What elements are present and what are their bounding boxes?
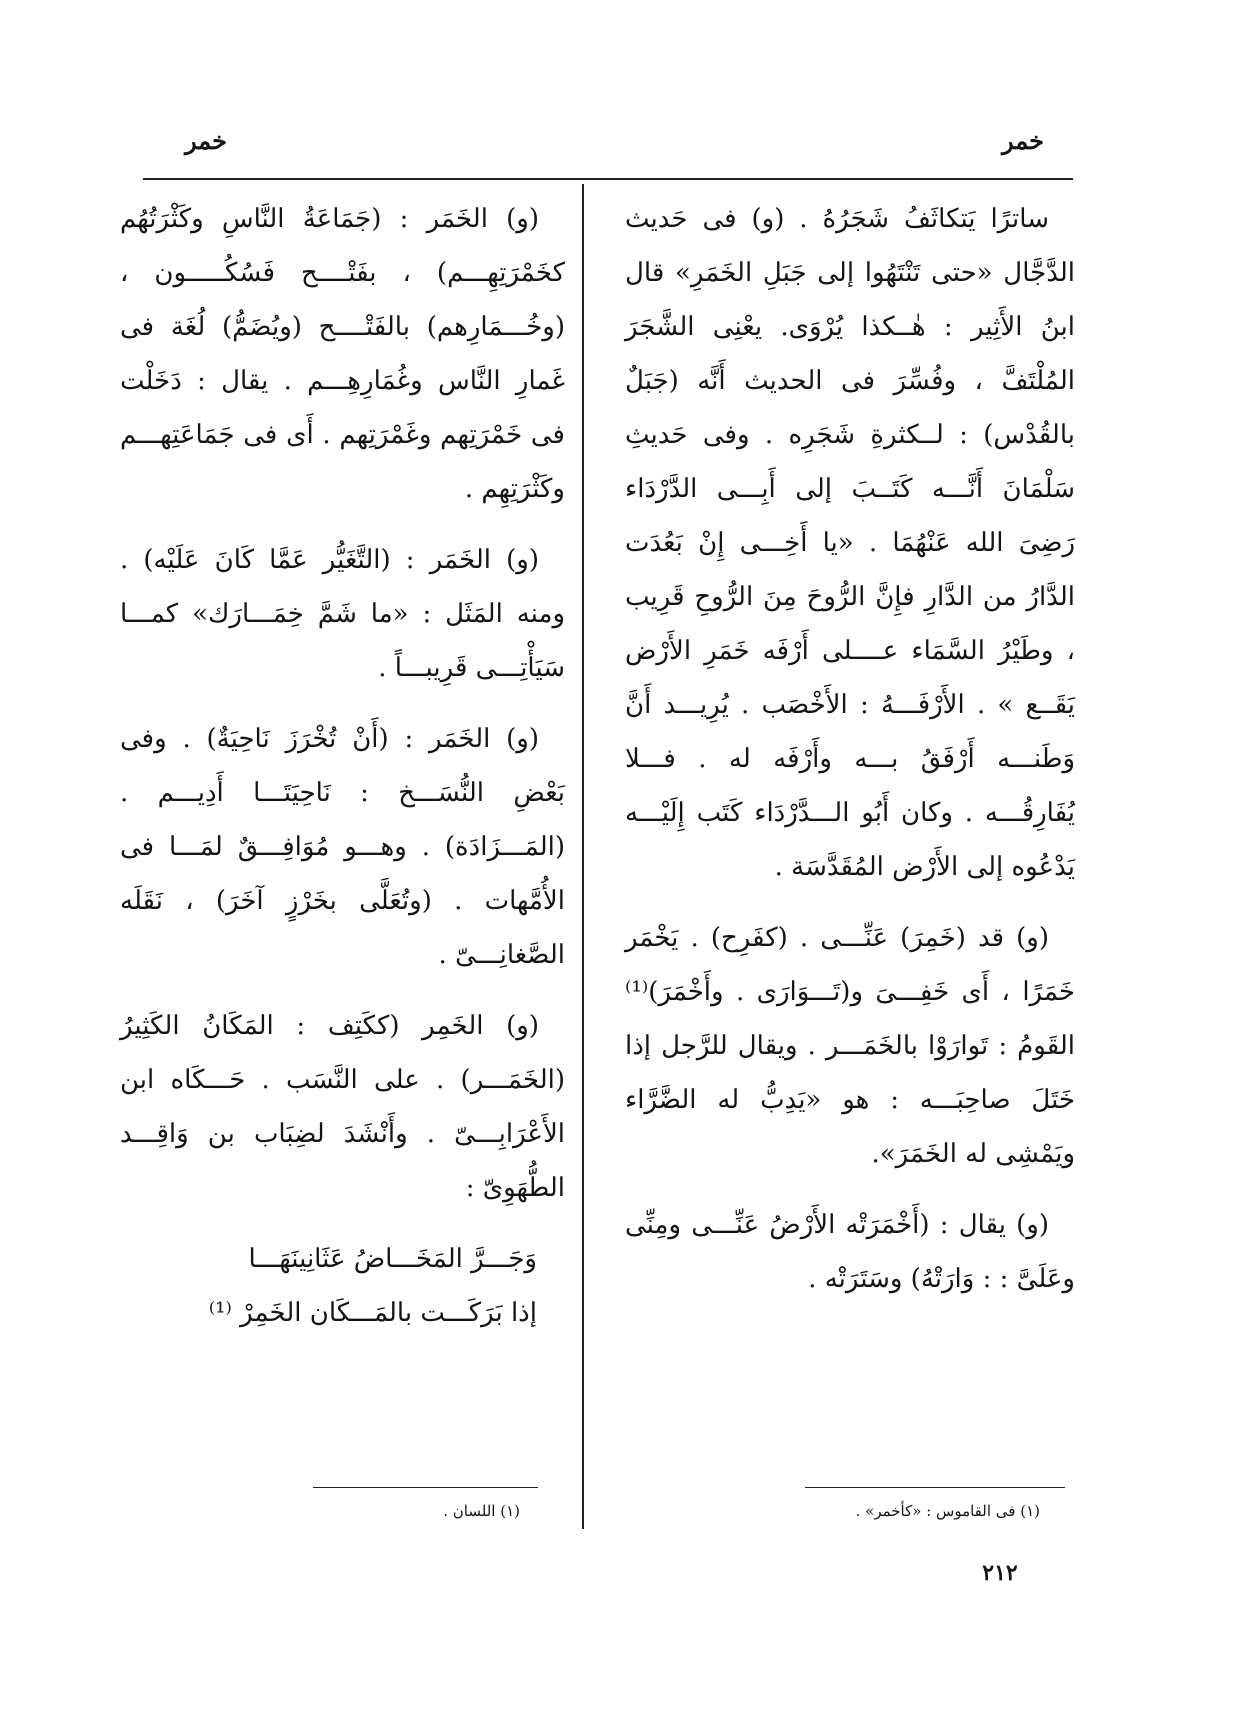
poem-verse xyxy=(120,1232,565,1340)
column-divider xyxy=(582,184,584,1529)
poem-line: وَجَـــرَّ المَخَـــاضُ عَثَانِينَهَـــا xyxy=(248,1244,537,1274)
paragraph: (و) الخَمِر (ككَتِف : المَكَانُ الكَثِيرُ (الخَمَـــر) . على النَّسَب . حَـــكَاه ابن الأَعْرَابِـــىّ . وأَنْشَدَ لضِبَاب بن وَاقِـــد الطُّهَوِىّ : xyxy=(120,1011,565,1203)
footnote-rule-left xyxy=(313,1487,538,1488)
paragraph: (و) الخَمَر : (التَّغَيُّر عَمَّا كَانَ عَلَيْه) . ومنه المَثَل : «ما شَمَّ خِمَـــارَك» كمـــا سَيَأْتِـــى قَرِيبـــاً . xyxy=(120,545,565,683)
paragraph: ساترًا يَتكاثَفُ شَجَرُهُ . (و) فى حَديث الدَّجَّال «حتى تَنْتَهُوا إلى جَبَلِ الخَمَرِ» قال ابنُ الأَثِير : هٰــكذا يُرْوَى. يعْنِى الشَّجَرَ المُلْتَفَّ ، وفُسِّرَ فى الحديث أَنَّه (جَبَلٌ بالقُدْس) : لــكثرةِ شَجَرِه . وفى حَديثِ سَلْمَانَ أَنَّـــه كَتَــبَ إلى أَبِـــى الدَّرْدَاء رَضِىَ الله عَنْهُمَا . «يا أَخِـــى إِنْ بَعُدَت الدَّارُ من الدَّارِ فإِنَّ الرُّوحَ مِنَ الرُّوحِ قَرِيب ، وطَيْرُ السَّمَاء عــــلى أَرْفَه خَمَرِ الأَرْض يَقَــع » . الأَرْفَـــهُ : الأَخْصَب . يُرِيـــد أَنَّ وَطَنـــه أَرْفَقُ بـــه وأَرْفَه له . فـــلا يُفَارِقُـــه . وكان أَبُو الـــدَّرْدَاء كَتَب إِلَيْـــه يَدْعُوه إلى الأَرْض المُقَدَّسَة . xyxy=(625,204,1075,882)
footnote-right: (١) فى القاموس : «كأخمر» . xyxy=(855,1502,1040,1520)
header-word-left: خمر xyxy=(185,126,227,155)
paragraph: (و) الخَمَر : (جَمَاعَةُ النَّاسِ وكَثْرَتُهُم كخَمْرَتِهِـــم) ، بفَتْــــح فَسُكُـــــون ، (وخُـــمَارِهم) بالفَتْــــح (ويُضَمُّ) لُغَة فى غَمارِ النَّاس وغُمَارِهِـــم . يقال : دَخَلْت فى خَمْرَتِهم وغَمْرَتِهم . أَى فى جَمَاعَتِهـــم وكَثْرَتِهِم . xyxy=(120,204,565,504)
paragraph: (و) الخَمَر : (أَنْ تُخْرَزَ نَاحِيَةٌ) . وفى بَعْضِ النُّسَـــخ : نَاحِيَتَـــا أَدِيـــم . (المَـــزَادَة) . وهـــو مُوَافِـــقٌ لمَـــا فى الأُمَّهات . (وتُعَلَّى بخَرْزٍ آخَرَ) ، نَقَلَه الصَّغانِـــىّ . xyxy=(120,724,565,970)
footnote-rule-right xyxy=(805,1487,1065,1488)
page-number: ٢١٢ xyxy=(982,1560,1018,1586)
poem-line: إذا بَرَكَـــت بالمَـــكَان الخَمِرْ ⁽¹⁾ xyxy=(208,1298,537,1328)
header-rule xyxy=(143,178,1073,180)
footnote-left: (١) اللسان . xyxy=(443,1502,520,1520)
left-column xyxy=(120,192,565,1340)
paragraph: (و) يقال : (أَخْمَرَتْه الأَرْضُ عَنِّـــى ومِنِّى وعَلَىَّ : : وَارَتْهُ) وسَتَرَتْه . xyxy=(625,1210,1075,1294)
paragraph: (و) قد (خَمِرَ) عَنِّـــى . (كفَرِح) . يَخْمَر خَمَرًا ، أَى خَفِـــىَ و(تَـــوَارَى . وأَخْمَرَ)⁽¹⁾ القَومُ : تَوارَوْا بالخَمَـــر . ويقال للرَّجل إذا خَتَلَ صاحِبَـــه : هو «يَدِبُّ له الضَّرَّاء ويَمْشِى له الخَمَرَ». xyxy=(625,923,1075,1169)
right-column xyxy=(625,192,1075,1323)
header-word-right: خمر xyxy=(1002,126,1044,155)
